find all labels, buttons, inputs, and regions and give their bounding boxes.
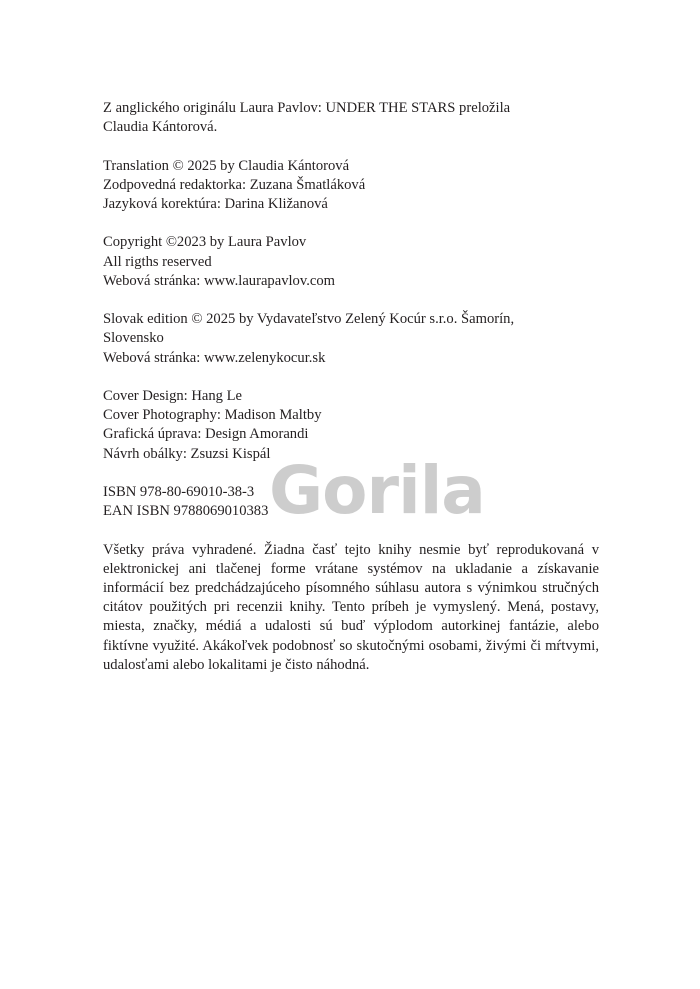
edition-credits bbox=[103, 310, 599, 368]
imprint-text bbox=[103, 99, 599, 694]
copyright-credits bbox=[103, 233, 599, 291]
text-line: Cover Photography: Madison Maltby bbox=[103, 407, 322, 424]
translation-source bbox=[103, 99, 599, 137]
text-line: All rigths reserved bbox=[103, 253, 212, 270]
text-line: Cover Design: Hang Le bbox=[103, 387, 243, 404]
text-line: Slovak edition © 2025 by Vydavateľstvo Zelený Kocúr s.r.o. Šamorín, bbox=[103, 311, 515, 328]
translation-credits bbox=[103, 157, 599, 215]
text-line: Slovensko bbox=[103, 330, 164, 347]
isbn-block bbox=[103, 483, 599, 521]
legal-notice: Všetky práva vyhradené. Žiadna časť tejto knihy nesmie byť reprodukovaná v elektronickej ani tlačenej forme vrátane systémov na ukladanie a získavanie informácií bez predchádzajúceho písomného súhlasu autora s výnimkou stručných citátov použitých pri recenzii knihy. Tento príbeh je vymyslený. Mená, postavy, miesta, značky, médiá a udalosti sú buď výplodom autorkinej fantázie, alebo fiktívne využité. Akákoľvek podobnosť so skutočnými osobami, živými či mŕtvymi, udalosťami alebo lokalitami je čisto náhodná. bbox=[103, 541, 599, 673]
watermark-logo: Gorila bbox=[269, 452, 485, 529]
text-line: Copyright ©2023 by Laura Pavlov bbox=[103, 234, 307, 251]
text-line: Grafická úprava: Design Amorandi bbox=[103, 426, 309, 443]
text-line: Zodpovedná redaktorka: Zuzana Šmatláková bbox=[103, 176, 366, 193]
text-line: Translation © 2025 by Claudia Kántorová bbox=[103, 157, 350, 174]
isbn-number: ISBN 978-80-69010-38-3 bbox=[103, 483, 255, 500]
text-line: Z anglického originálu Laura Pavlov: UNDER THE STARS preložila bbox=[103, 100, 511, 116]
text-line: Claudia Kántorová. bbox=[103, 119, 218, 136]
design-credits bbox=[103, 387, 599, 464]
text-line: Návrh obálky: Zsuzsi Kispál bbox=[103, 445, 271, 462]
text-line: Webová stránka: www.laurapavlov.com bbox=[103, 272, 335, 289]
text-line: Webová stránka: www.zelenykocur.sk bbox=[103, 349, 326, 366]
ean-number: EAN ISBN 9788069010383 bbox=[103, 503, 269, 520]
text-line: Jazyková korektúra: Darina Kližanová bbox=[103, 196, 328, 212]
